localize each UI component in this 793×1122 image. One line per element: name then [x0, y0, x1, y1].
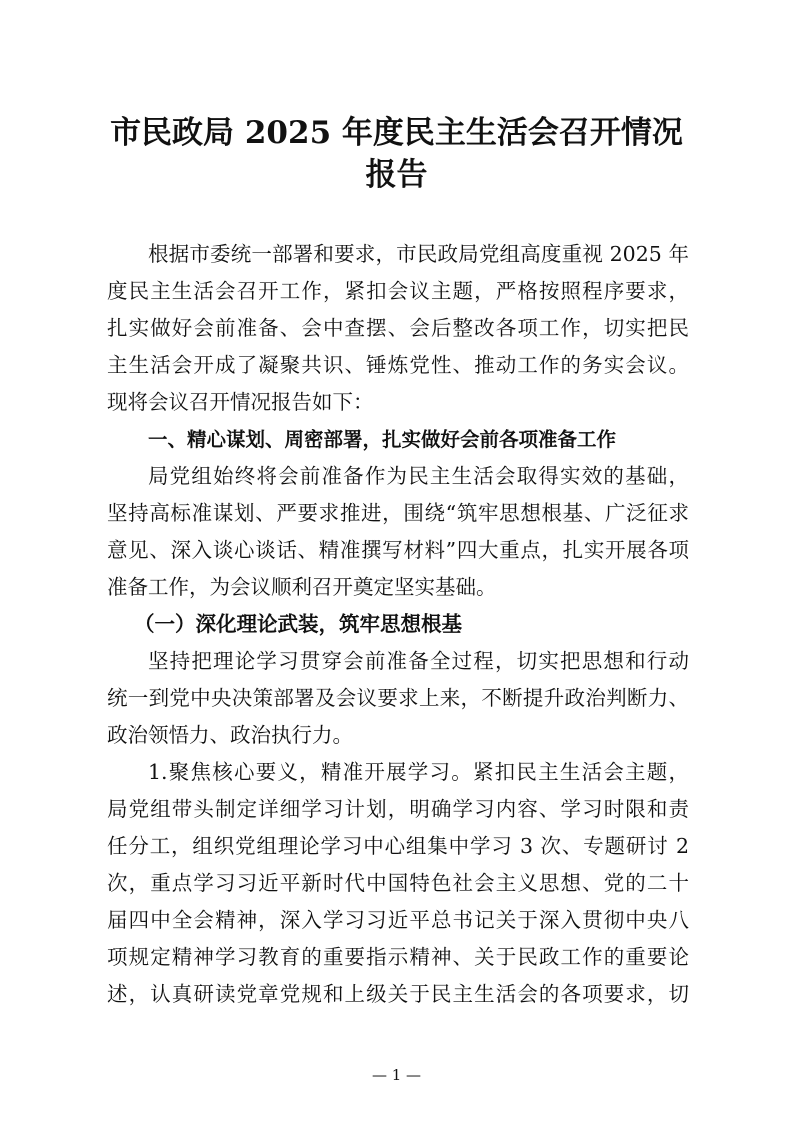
text-line: 局党组带头制定详细学习计划，明确学习内容、学习时限和责: [107, 797, 689, 821]
title-line-1: 市民政局 2025 年度民主生活会召开情况: [110, 115, 683, 151]
text-line: 准备工作，为会议顺利召开奠定坚实基础。: [107, 575, 497, 599]
text-line: 坚持把理论学习贯穿会前准备全过程，切实把思想和行动: [148, 649, 689, 673]
text-line: 根据市委统一部署和要求，市民政局党组高度重视 2025 年: [148, 242, 689, 266]
text-line: 局党组始终将会前准备作为民主生活会取得实效的基础，: [148, 464, 689, 488]
section-heading-1: 一、精心谋划、周密部署，扎实做好会前各项准备工作: [148, 428, 617, 451]
text-line: 扎实做好会前准备、会中查摆、会后整改各项工作，切实把民: [107, 316, 689, 340]
text-line: 现将会议召开情况报告如下：: [107, 390, 374, 414]
paragraph-section-1: [107, 458, 689, 606]
paragraph-subsection-1: [107, 643, 689, 754]
subsection-heading-1: （一）深化理论武装，筑牢思想根基: [134, 612, 462, 636]
text-line: 任分工，组织党组理论学习中心组集中学习 3 次、专题研讨 2: [107, 834, 689, 858]
text-line: 项规定精神学习教育的重要指示精神、关于民政工作的重要论: [107, 945, 689, 969]
text-line: 政治领悟力、政治执行力。: [107, 723, 353, 747]
text-line: 主生活会开成了凝聚共识、锤炼党性、推动工作的务实会议。: [107, 353, 689, 377]
text-line: 度民主生活会召开工作，紧扣会议主题，严格按照程序要求，: [107, 279, 689, 303]
text-line: 1.聚焦核心要义，精准开展学习。紧扣民主生活会主题，: [148, 760, 689, 784]
paragraph-intro: [107, 236, 689, 421]
text-line: 统一到党中央决策部署及会议要求上来，不断提升政治判断力、: [107, 686, 689, 710]
document-title: [60, 112, 733, 196]
title-line-2: 报告: [365, 157, 428, 193]
text-line: 次，重点学习习近平新时代中国特色社会主义思想、党的二十: [107, 871, 689, 895]
text-line: 坚持高标准谋划、严要求推进，围绕“筑牢思想根基、广泛征求: [107, 501, 689, 525]
document-body: [107, 236, 689, 1013]
paragraph-item-1: [107, 754, 689, 1013]
text-line: 意见、深入谈心谈话、精准撰写材料”四大重点，扎实开展各项: [107, 538, 689, 562]
text-line: 届四中全会精神，深入学习习近平总书记关于深入贯彻中央八: [107, 908, 689, 932]
text-line: 述，认真研读党章党规和上级关于民主生活会的各项要求，切: [107, 982, 689, 1006]
page-number: — 1 —: [371, 1066, 422, 1084]
